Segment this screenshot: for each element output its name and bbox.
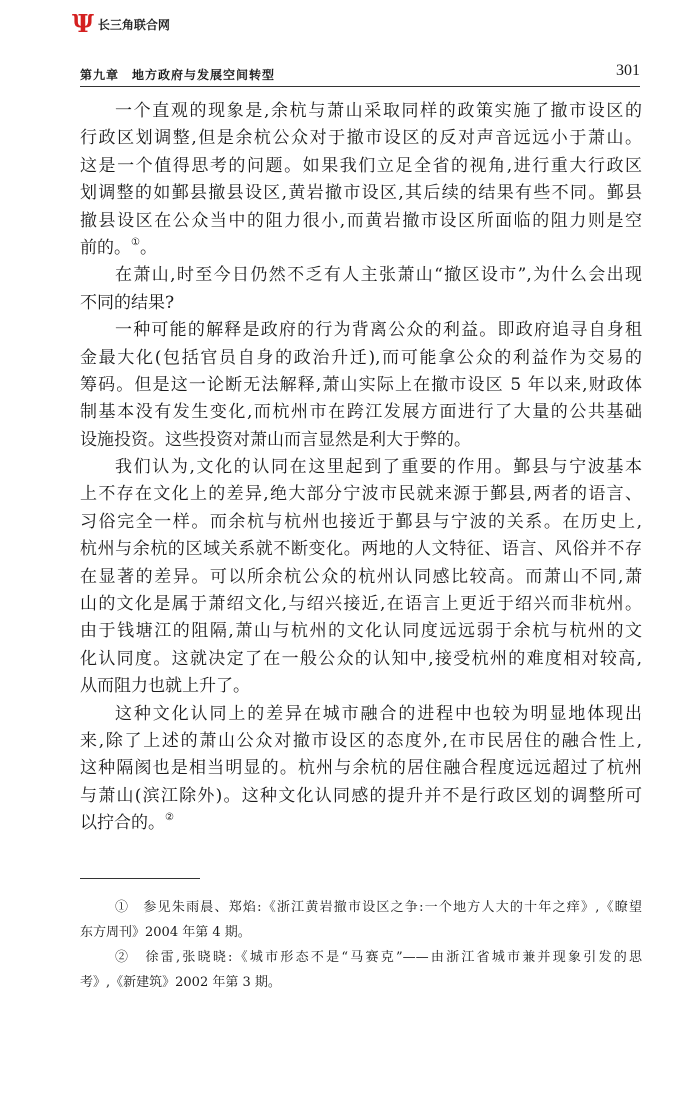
paragraph-line xyxy=(80,180,642,207)
paragraph-line xyxy=(80,345,642,372)
paragraph-line xyxy=(80,317,642,344)
paragraph-line xyxy=(80,481,642,508)
line-text: ② 徐雷,张晓晓:《城市形态不是“马赛克”——由浙江省城市兼并现象引发的思 xyxy=(115,950,642,965)
line-text: 我们认为,文化的认同在这里起到了重要的作用。鄞县与宁波基本 xyxy=(115,457,642,478)
paragraph-line xyxy=(80,509,642,536)
footnotes xyxy=(80,895,642,995)
line-text: 制基本没有发生变化,而杭州市在跨江发展方面进行了大量的公共基础 xyxy=(80,402,642,423)
paragraph-line xyxy=(80,673,642,700)
line-text: 一个直观的现象是,余杭与萧山采取同样的政策实施了撤市设区的 xyxy=(115,101,642,121)
footnote-line xyxy=(80,970,642,995)
line-text: ① 参见朱雨晨、郑焰:《浙江黄岩撤市设区之争:一个地方人大的十年之痒》,《瞭望 xyxy=(115,900,642,915)
paragraph-line xyxy=(80,591,642,618)
paragraph-line xyxy=(80,262,642,289)
chapter-title: 第九章 地方政府与发展空间转型 xyxy=(80,68,276,82)
paragraph-line xyxy=(80,755,642,782)
line-text: 化认同度。这就决定了在一般公众的认知中,接受杭州的难度相对较高, xyxy=(80,648,642,669)
line-text: 在显著的差异。可以所余杭公众的杭州认同感比较高。而萧山不同,萧 xyxy=(80,566,642,587)
line-text: 上不存在文化上的差异,绝大部分宁波市民就来源于鄞县,两者的语言、 xyxy=(80,484,642,505)
line-text: 杭州与余杭的区域关系就不断变化。两地的人文特征、语言、风俗并不存 xyxy=(80,539,642,560)
paragraph-line xyxy=(80,372,642,399)
line-text: 一种可能的解释是政府的行为背离公众的利益。即政府追寻自身租 xyxy=(115,320,642,341)
line-text: 划调整的如鄞县撤县设区,黄岩撤市设区,其后续的结果有些不同。鄞县 xyxy=(80,183,642,204)
paragraph-line xyxy=(80,536,642,563)
line-text: 撤县设区在公众当中的阻力很小,而黄岩撤市设区所面临的阻力则是空 xyxy=(80,210,642,231)
paragraph-line xyxy=(80,728,642,755)
paragraph-line xyxy=(80,564,642,591)
paragraph-line xyxy=(80,125,642,152)
line-text: 与萧山(滨江除外)。这种文化认同感的提升并不是行政区划的调整所可 xyxy=(80,785,642,806)
line-text: 东方周刊》2004 年第 4 期。 xyxy=(80,925,251,940)
paragraph-line xyxy=(80,454,642,481)
line-text: 。 xyxy=(139,237,157,258)
footnote-line xyxy=(80,920,642,945)
line-text: 这是一个值得思考的问题。如果我们立足全省的视角,进行重大行政区 xyxy=(80,155,642,176)
line-text: 设施投资。这些投资对萧山而言显然是利大于弊的。 xyxy=(80,429,471,450)
line-text: 从而阻力也就上升了。 xyxy=(80,676,250,697)
footnote-line xyxy=(80,945,642,970)
body-text xyxy=(80,98,642,838)
line-text: 以拧合的。 xyxy=(80,813,165,834)
line-text: 不同的结果? xyxy=(80,292,175,313)
line-text: 这种文化认同上的差异在城市融合的进程中也较为明显地体现出 xyxy=(115,703,642,724)
paragraph-line xyxy=(80,810,642,837)
line-text: 这种隔阂也是相当明显的。杭州与余杭的居住融合程度远远超过了杭州 xyxy=(80,758,642,779)
footnote-ref[interactable]: ① xyxy=(131,236,140,248)
paragraph-line xyxy=(80,427,642,454)
line-text: 考》,《新建筑》2002 年第 3 期。 xyxy=(80,975,281,990)
line-text: 习俗完全一样。而余杭与杭州也接近于鄞县与宁波的关系。在历史上, xyxy=(80,511,642,532)
line-text: 来,除了上述的萧山公众对撤市设区的态度外,在市民居住的融合性上, xyxy=(80,730,642,751)
logo-text: 长三角联合网 xyxy=(97,17,170,32)
site-logo xyxy=(72,9,170,38)
line-text: 在萧山,时至今日仍然不乏有人主张萧山“撤区设市”,为什么会出现 xyxy=(115,265,642,286)
paragraph-line xyxy=(80,783,642,810)
footnote-divider xyxy=(80,878,200,879)
page-number: 301 xyxy=(616,62,640,79)
line-text: 山的文化是属于萧绍文化,与绍兴接近,在语言上更近于绍兴而非杭州。 xyxy=(80,594,642,615)
paragraph-line xyxy=(80,290,642,317)
line-text: 筹码。但是这一论断无法解释,萧山实际上在撤市设区 5 年以来,财政体 xyxy=(80,374,642,395)
logo-mark-icon: Ψ xyxy=(72,9,94,38)
paragraph-line xyxy=(80,701,642,728)
line-text: 由于钱塘江的阻隔,萧山与杭州的文化认同度远远弱于余杭与杭州的文 xyxy=(80,621,642,642)
footnote-ref[interactable]: ② xyxy=(165,812,174,824)
footnote-line xyxy=(80,895,642,920)
running-header xyxy=(80,64,640,87)
paragraph-line xyxy=(80,618,642,645)
line-text: 前的。 xyxy=(80,237,131,258)
line-text: 行政区划调整,但是余杭公众对于撤市设区的反对声音远远小于萧山。 xyxy=(80,128,642,149)
paragraph-line xyxy=(80,646,642,673)
paragraph-line xyxy=(80,235,642,262)
paragraph-line xyxy=(80,399,642,426)
line-text: 金最大化(包括官员自身的政治升迁),而可能拿公众的利益作为交易的 xyxy=(80,347,642,368)
paragraph-line xyxy=(80,153,642,180)
paragraph-line xyxy=(80,98,642,125)
paragraph-line xyxy=(80,208,642,235)
